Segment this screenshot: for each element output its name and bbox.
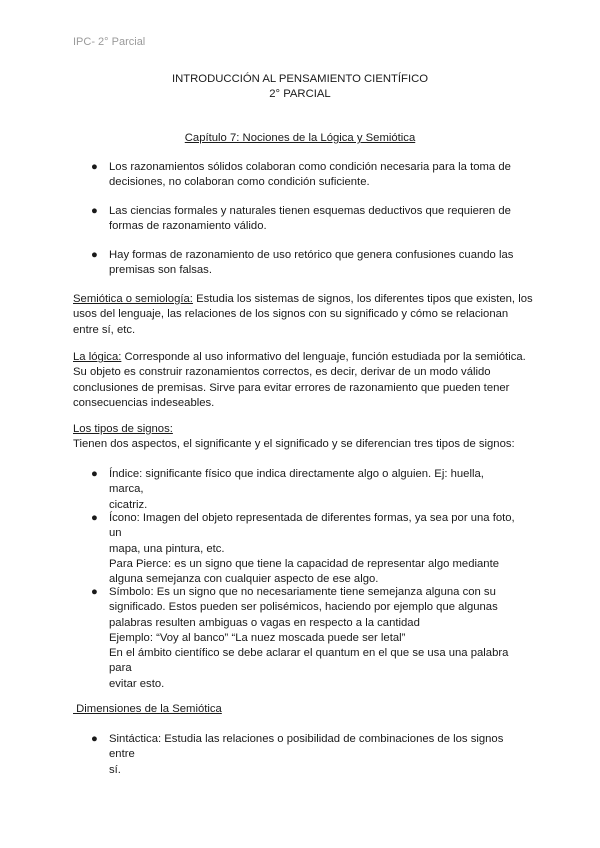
bullet-icon: ● bbox=[91, 249, 98, 261]
list-item-text: Los razonamientos sólidos colaboran como condición necesaria para la toma de decisiones, no colaboran como condición suficiente. bbox=[109, 161, 511, 189]
bullet-icon: ● bbox=[91, 161, 98, 173]
chapter-heading: Capítulo 7: Nociones de la Lógica y Semiótica bbox=[184, 132, 416, 144]
list-item-text: Ícono: Imagen del objeto representada de diferentes formas, ya sea por una foto, un mapa, una pintura, etc. Para Pierce: es un signo que tiene la capacidad de representar algo mediante alguna semejanza con cualquier aspecto de ese algo. bbox=[109, 512, 515, 586]
term-semiotica: Semiótica o semiología: bbox=[73, 293, 193, 305]
bullet-icon: ● bbox=[91, 512, 98, 524]
section-heading-tipos: Los tipos de signos: bbox=[73, 423, 173, 435]
list-item-text: Índice: significante físico que indica directamente algo o alguien. Ej: huella, marca, cicatriz. bbox=[109, 468, 484, 511]
paragraph-tipos: Los tipos de signos: Tienen dos aspectos, el significante y el significado y se diferencian tres tipos de signos: bbox=[73, 422, 533, 453]
list-item-text: Símbolo: Es un signo que no necesariamente tiene semejanza alguna con su significado. Estos pueden ser polisémicos, haciendo por ejemplo que algunas palabras resulten ambiguas o vagas en respecto a la cantidad Ejemplo: “Voy al banco” “La nuez moscada puede ser letal” En el ámbito científico se debe aclarar el quantum en el que se usa una palabra para evitar esto. bbox=[109, 586, 509, 690]
section-dimensiones bbox=[73, 702, 533, 717]
document-subtitle: 2° PARCIAL bbox=[269, 88, 331, 100]
section-heading-dimensiones: Dimensiones de la Semiótica bbox=[73, 703, 222, 715]
term-logica: La lógica: bbox=[73, 351, 122, 363]
running-header: IPC- 2° Parcial bbox=[73, 36, 146, 48]
paragraph-logica: La lógica: Corresponde al uso informativo del lenguaje, función estudiada por la semiótica. Su objeto es construir razonamientos correctos, es decir, derivar de un modo válido conclusiones de premisas. Sirve para evitar errores de razonamiento que pueden tener consecuencias indeseables. bbox=[73, 351, 526, 409]
bullet-icon: ● bbox=[91, 586, 98, 598]
document-title: INTRODUCCIÓN AL PENSAMIENTO CIENTÍFICO bbox=[171, 73, 429, 85]
bullet-icon: ● bbox=[91, 733, 98, 745]
list-item-text: Las ciencias formales y naturales tienen esquemas deductivos que requieren de formas de razonamiento válido. bbox=[109, 205, 511, 233]
list-item-text: Hay formas de razonamiento de uso retórico que genera confusiones cuando las premisas son falsas. bbox=[109, 249, 514, 277]
list-item-text: Sintáctica: Estudia las relaciones o posibilidad de combinaciones de los signos entre sí. bbox=[109, 733, 504, 776]
bullet-icon: ● bbox=[91, 205, 98, 217]
paragraph-semiotica: Semiótica o semiología: Estudia los sistemas de signos, los diferentes tipos que existen, los usos del lenguaje, las relaciones de los signos con su significado y cómo se relacionan entre sí, etc. bbox=[73, 293, 533, 336]
bullet-icon: ● bbox=[91, 468, 98, 480]
